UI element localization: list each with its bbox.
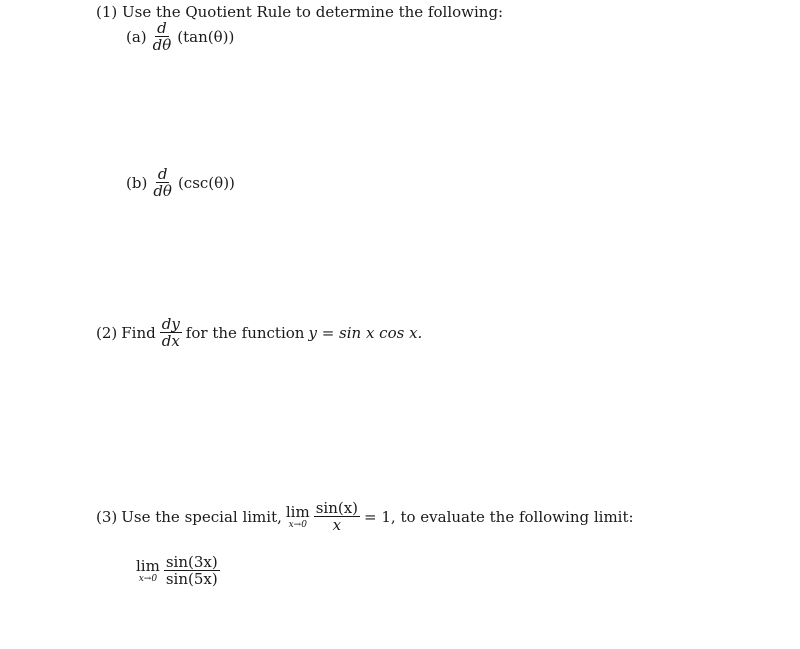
question-2-find: Find — [121, 323, 156, 342]
limit-operator — [136, 557, 160, 584]
limit-subscript: x→0 — [138, 574, 158, 584]
question-1a — [126, 20, 234, 53]
target-limit — [136, 554, 220, 587]
fraction-denominator: x — [332, 516, 342, 534]
derivative-numerator: d — [157, 165, 168, 183]
fraction-numerator: sin(x) — [315, 499, 359, 517]
question-3 — [96, 500, 634, 533]
question-2 — [96, 316, 422, 349]
question-1a-expression: (tan(θ)) — [177, 27, 235, 46]
question-1b-label: (b) — [126, 173, 148, 192]
question-2-equation: y = sin x cos x. — [308, 323, 423, 342]
question-2-text: for the function — [185, 323, 305, 342]
question-2-label: (2) — [96, 323, 118, 342]
derivative-numerator: d — [157, 19, 167, 37]
question-3-label: (3) — [96, 507, 118, 526]
question-3-text: Use the special limit, — [121, 507, 282, 526]
derivative-denominator: dθ — [153, 182, 172, 200]
fraction-denominator: sin(5x) — [165, 570, 218, 588]
derivative-denominator: dx — [161, 332, 180, 350]
derivative-denominator: dθ — [152, 36, 172, 54]
limit-subscript: x→0 — [288, 520, 307, 530]
question-1-label: (1) — [96, 3, 118, 21]
limit-operator — [286, 503, 310, 530]
target-limit-fraction — [164, 554, 220, 587]
fraction-numerator: sin(3x) — [165, 553, 218, 571]
question-1a-label: (a) — [126, 27, 147, 46]
derivative-dy-dx — [160, 316, 182, 349]
derivative-operator — [151, 166, 174, 199]
derivative-numerator: dy — [161, 315, 180, 333]
question-3-rest: = 1, to evaluate the following limit: — [364, 507, 634, 526]
question-1b-expression: (csc(θ)) — [177, 173, 235, 192]
special-limit-fraction — [314, 500, 360, 533]
limit-word: lim — [136, 557, 160, 575]
question-1-text: Use the Quotient Rule to determine the following: — [122, 3, 504, 21]
question-1b — [126, 166, 235, 199]
derivative-operator — [151, 20, 174, 53]
limit-word: lim — [285, 503, 310, 521]
